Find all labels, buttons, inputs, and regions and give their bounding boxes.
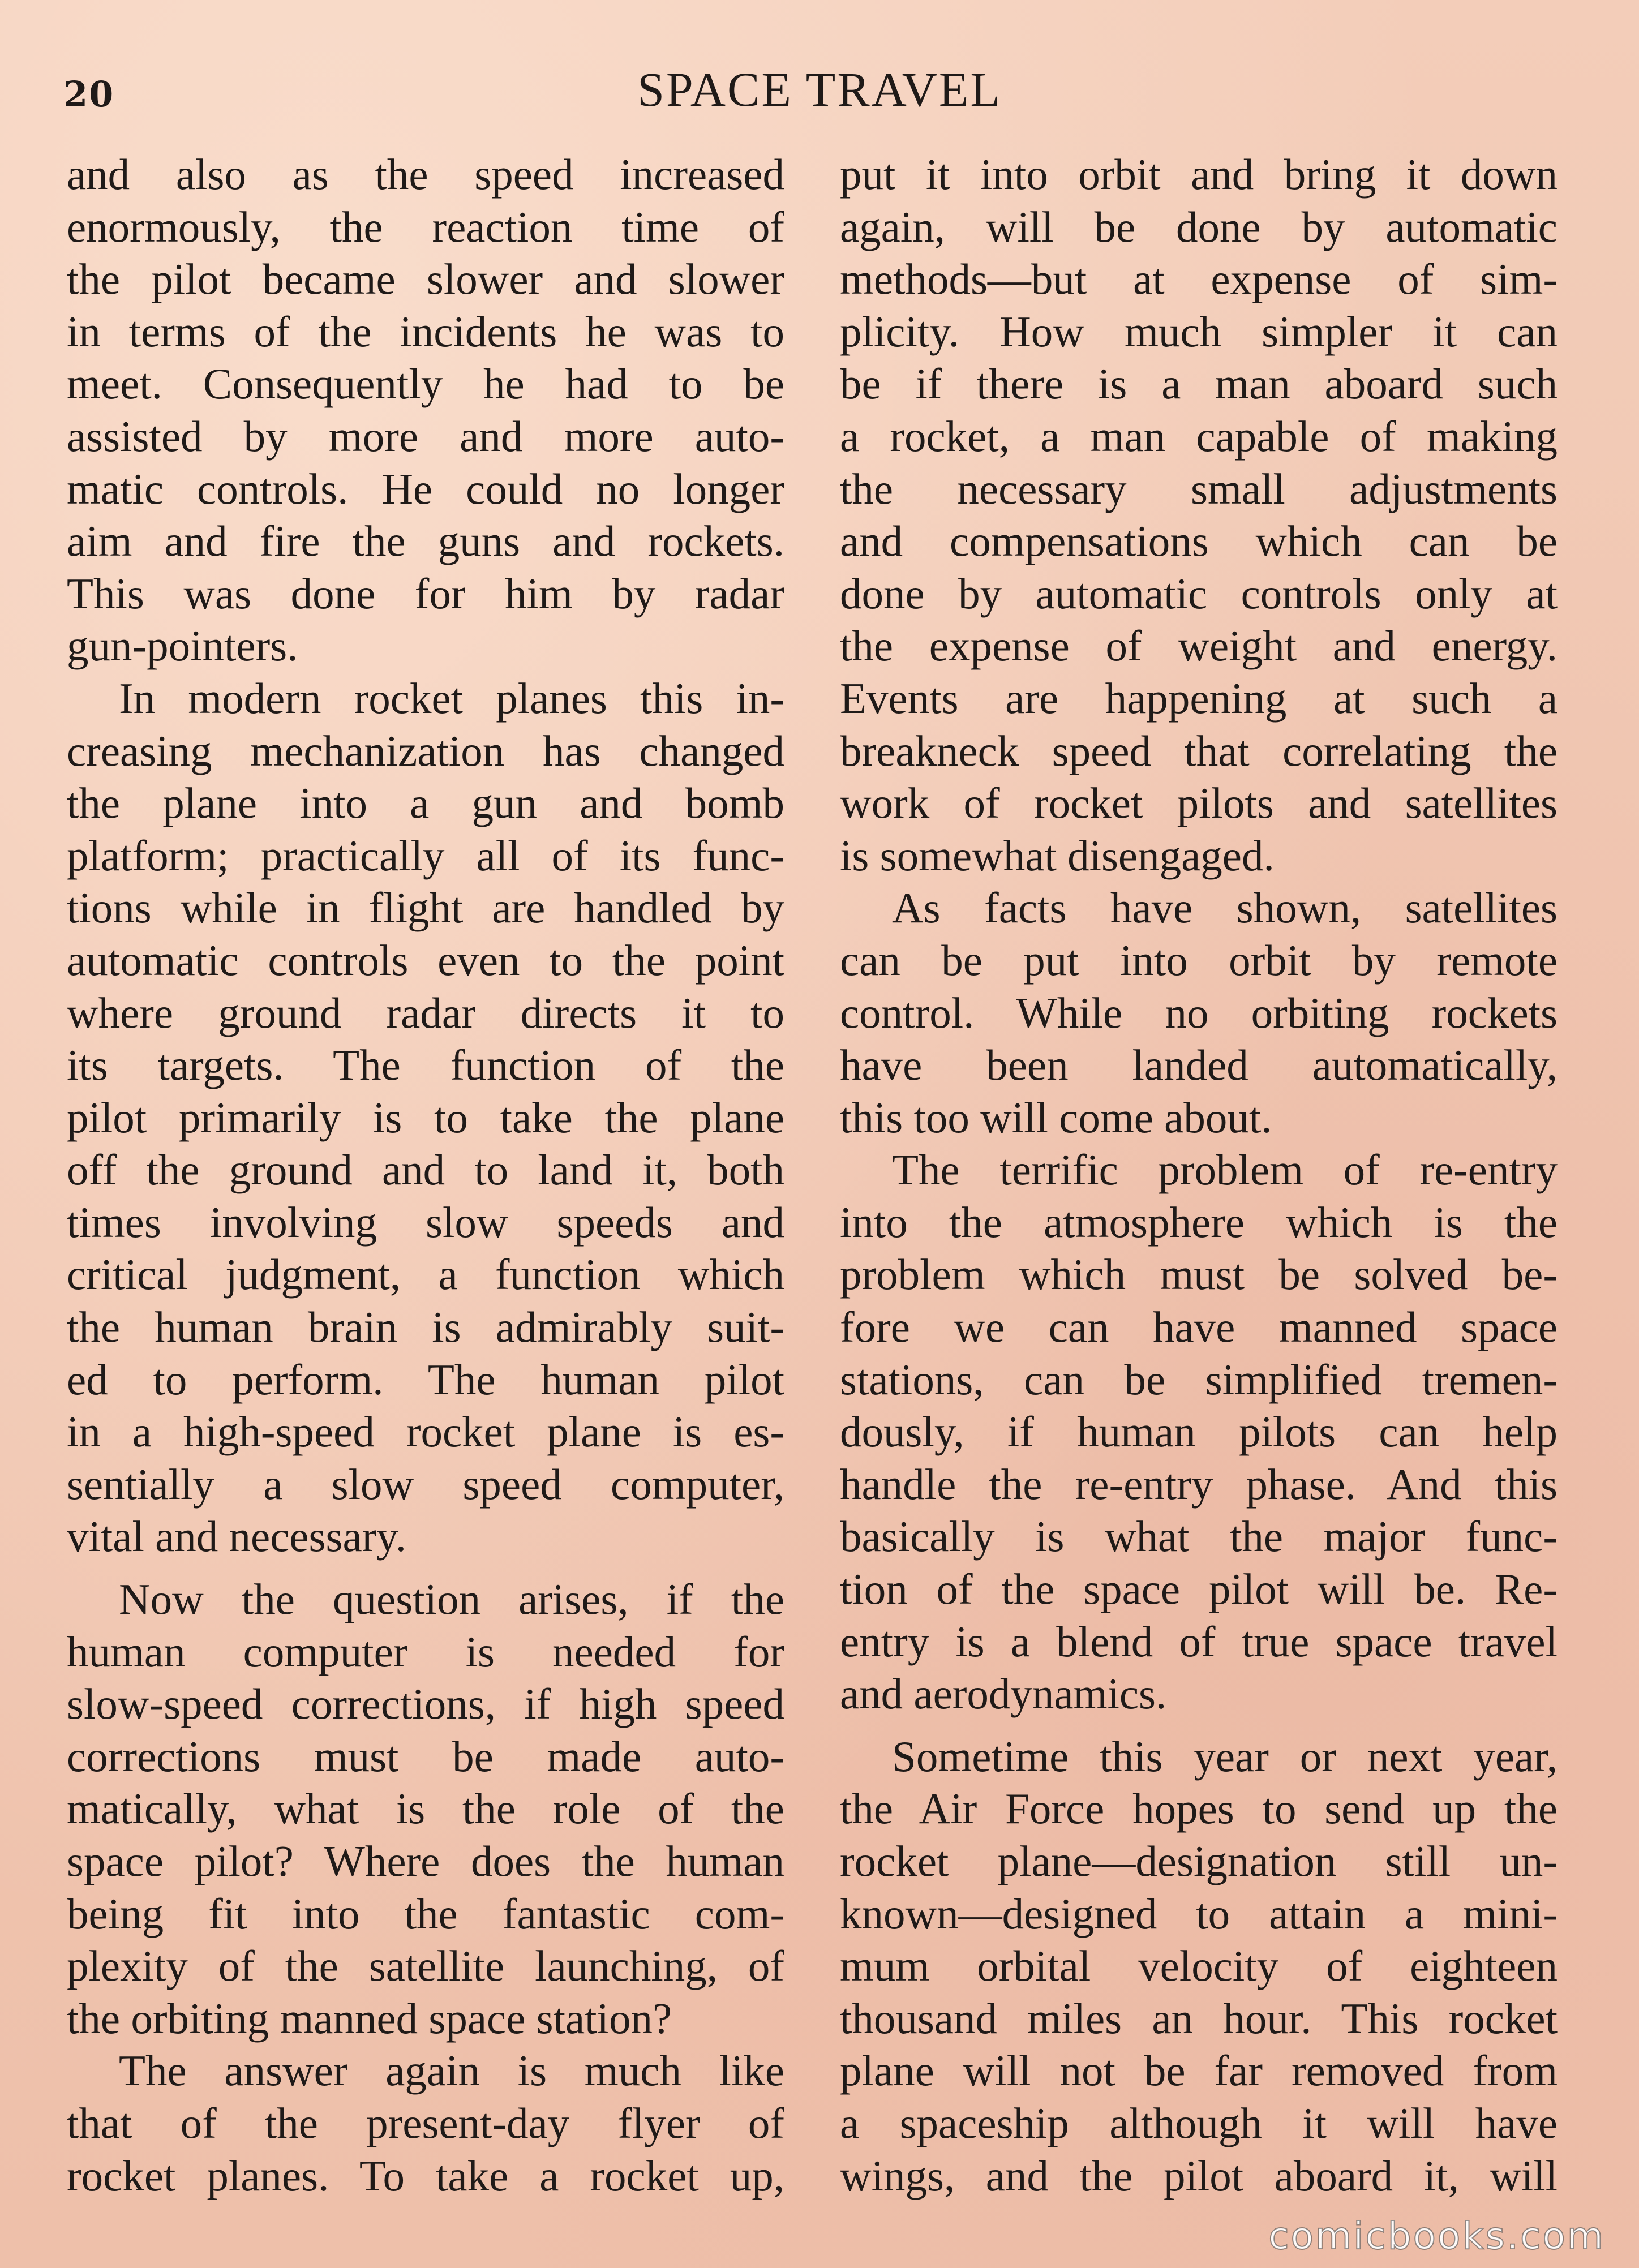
text-line: work of rocket pilots and satellites: [840, 779, 1558, 828]
text-line: fore we can have manned space: [840, 1303, 1558, 1352]
text-line: plexity of the satellite launching, of: [67, 1941, 784, 1991]
text-line: and aerodynamics.: [840, 1669, 1167, 1719]
text-line: this too will come about.: [840, 1093, 1272, 1142]
text-line: off the ground and to land it, both: [67, 1145, 784, 1195]
text-line: the necessary small adjustments: [840, 464, 1558, 513]
text-line: that of the present-day flyer of: [67, 2098, 784, 2147]
text-line: stations, can be simplified tremen-: [840, 1355, 1558, 1404]
text-line: This was done for him by radar: [67, 569, 784, 618]
text-line: known—designed to attain a mini-: [840, 1889, 1558, 1938]
text-line: The answer again is much like: [119, 2046, 784, 2095]
text-line: creasing mechanization has changed: [67, 726, 784, 775]
text-line: As facts have shown, satellites: [892, 883, 1558, 933]
text-line: The terrific problem of re-entry: [892, 1145, 1558, 1195]
text-line: In modern rocket planes this in-: [119, 673, 784, 723]
text-line: entry is a blend of true space travel: [840, 1617, 1558, 1666]
text-line: slow-speed corrections, if high speed: [67, 1679, 784, 1729]
text-line: tion of the space pilot will be. Re-: [840, 1565, 1558, 1614]
text-line: into the atmosphere which is the: [840, 1197, 1558, 1247]
text-line: a spaceship although it will have: [840, 2098, 1558, 2147]
right-column: [840, 148, 1558, 2202]
text-line: put it into orbit and bring it down: [840, 150, 1558, 199]
text-line: again, will be done by automatic: [840, 202, 1558, 251]
text-line: sentially a slow speed computer,: [67, 1459, 784, 1509]
text-line: matically, what is the role of the: [67, 1784, 784, 1833]
text-line: rocket planes. To take a rocket up,: [67, 2151, 784, 2200]
text-line: times involving slow speeds and: [67, 1197, 784, 1247]
text-line: gun-pointers.: [67, 621, 298, 671]
text-line: the plane into a gun and bomb: [67, 779, 784, 828]
text-line: dously, if human pilots can help: [840, 1407, 1558, 1457]
text-line: control. While no orbiting rockets: [840, 988, 1558, 1037]
text-line: space pilot? Where does the human: [67, 1837, 784, 1885]
text-line: be if there is a man aboard such: [840, 359, 1558, 409]
text-line: plane will not be far removed from: [840, 2046, 1558, 2095]
text-line: have been landed automatically,: [840, 1041, 1558, 1090]
text-line: thousand miles an hour. This rocket: [840, 1994, 1558, 2043]
watermark-text: comicbooks.com: [1268, 2214, 1605, 2258]
text-line: problem which must be solved be-: [840, 1250, 1558, 1299]
text-line: corrections must be made auto-: [67, 1732, 784, 1781]
running-head: SPACE TRAVEL: [637, 62, 1002, 117]
text-line: meet. Consequently he had to be: [67, 359, 784, 409]
text-line: matic controls. He could no longer: [67, 464, 784, 513]
text-line: breakneck speed that correlating the: [840, 726, 1558, 775]
text-line: and also as the speed increased: [67, 150, 784, 199]
text-line: Now the question arises, if the: [119, 1575, 784, 1624]
text-line: and compensations which can be: [840, 517, 1558, 566]
text-line: Sometime this year or next year,: [892, 1732, 1558, 1781]
text-line: is somewhat disengaged.: [840, 831, 1275, 880]
paragraph-gap: [67, 1563, 784, 1573]
text-line: the pilot became slower and slower: [67, 255, 784, 304]
text-line: mum orbital velocity of eighteen: [840, 1941, 1558, 1991]
text-line: tions while in flight are handled by: [67, 883, 784, 933]
text-line: its targets. The function of the: [67, 1041, 784, 1090]
text-line: done by automatic controls only at: [840, 569, 1558, 618]
text-line: ed to perform. The human pilot: [67, 1355, 784, 1404]
page-number: 20: [63, 74, 115, 115]
text-line: the Air Force hopes to send up the: [840, 1784, 1558, 1833]
text-line: in a high-speed rocket plane is es-: [67, 1407, 784, 1457]
text-line: the orbiting manned space station?: [67, 1994, 672, 2043]
text-line: in terms of the incidents he was to: [67, 307, 784, 356]
text-line: rocket plane—designation still un-: [840, 1837, 1558, 1885]
text-line: being fit into the fantastic com-: [67, 1889, 784, 1938]
text-line: where ground radar directs it to: [67, 988, 784, 1037]
text-line: the human brain is admirably suit-: [67, 1303, 784, 1352]
text-line: pilot primarily is to take the plane: [67, 1093, 784, 1142]
left-column: [67, 148, 784, 2202]
text-line: methods—but at expense of sim-: [840, 255, 1558, 304]
text-line: handle the re-entry phase. And this: [840, 1459, 1558, 1509]
text-line: platform; practically all of its func-: [67, 831, 784, 880]
text-line: automatic controls even to the point: [67, 935, 784, 985]
text-line: Events are happening at such a: [840, 673, 1558, 723]
text-line: the expense of weight and energy.: [840, 621, 1558, 671]
text-line: basically is what the major func-: [840, 1512, 1558, 1561]
text-line: a rocket, a man capable of making: [840, 411, 1558, 461]
text-line: critical judgment, a function which: [67, 1250, 784, 1299]
text-line: enormously, the reaction time of: [67, 202, 784, 251]
text-line: aim and fire the guns and rockets.: [67, 517, 784, 566]
text-line: vital and necessary.: [67, 1512, 407, 1561]
text-line: human computer is needed for: [67, 1627, 784, 1676]
text-line: assisted by more and more auto-: [67, 411, 784, 461]
text-line: can be put into orbit by remote: [840, 935, 1558, 985]
paragraph-gap: [840, 1720, 1558, 1730]
text-line: wings, and the pilot aboard it, will: [840, 2151, 1558, 2200]
text-line: plicity. How much simpler it can: [840, 307, 1558, 356]
